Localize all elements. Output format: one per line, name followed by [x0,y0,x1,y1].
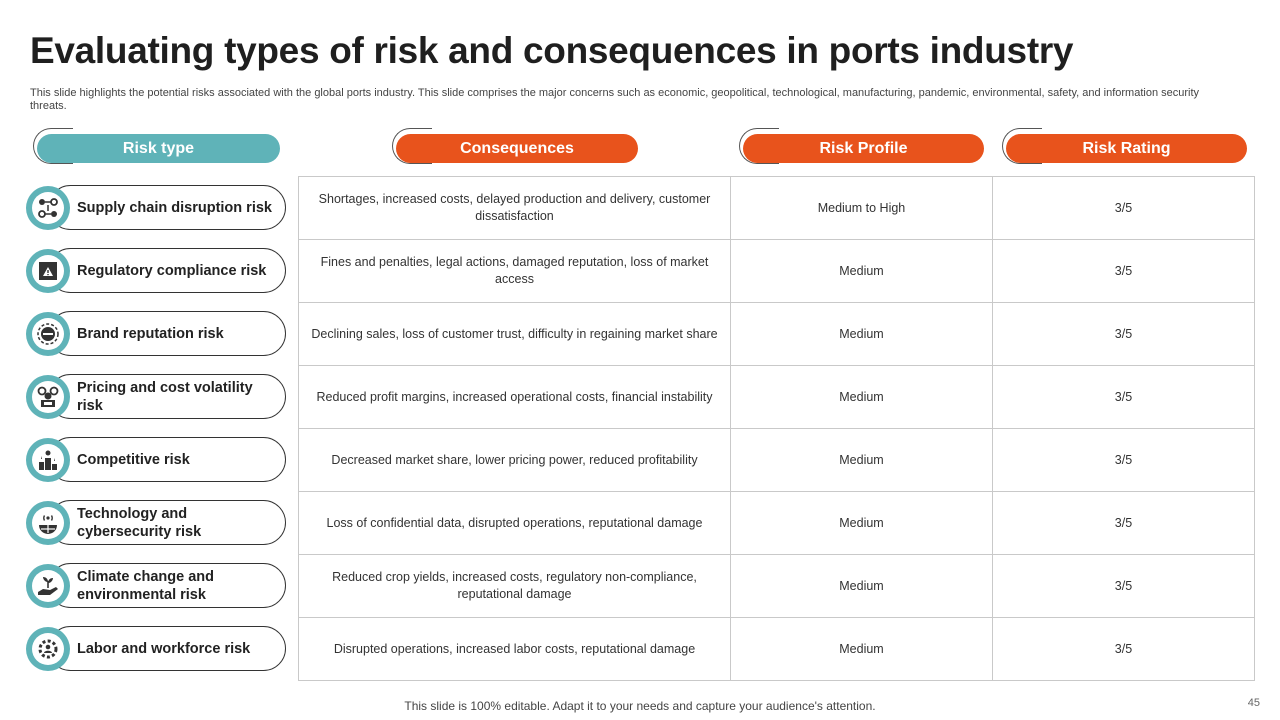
risk-rating-cell: 3/5 [1114,326,1133,341]
risk-rating-cell: 3/5 [1114,515,1133,530]
risk-item-label: Climate change and environmental risk [77,568,214,603]
page-number: 45 [1247,697,1260,709]
table-row [299,429,1254,492]
risk-item-label: Labor and workforce risk [77,640,251,657]
risk-item-brand [26,311,286,356]
header-risk-type-label: Risk type [37,134,280,163]
table-row [299,618,1254,681]
brand-badge-icon [36,322,60,346]
risk-rating-cell: 3/5 [1114,200,1133,215]
worker-gear-icon [36,637,60,661]
risk-item-labor [26,626,286,671]
header-risk-rating-label: Risk Rating [1006,134,1247,163]
consequences-cell: Declining sales, loss of customer trust, difficulty in regaining market share [299,303,731,365]
risk-item-label: Competitive risk [77,451,190,468]
consequences-cell: Disrupted operations, increased labor costs, reputational damage [299,618,731,681]
risk-item-pricing [26,374,286,419]
plant-hand-icon [36,574,60,598]
header-consequences [396,131,638,165]
table-row [299,303,1254,366]
risk-profile-cell: Medium [731,429,993,491]
table-row [299,177,1254,240]
header-consequences-label: Consequences [396,134,638,163]
risk-item-label: Regulatory compliance risk [77,262,267,279]
risk-profile-cell: Medium [731,555,993,617]
risk-item-competitive [26,437,286,482]
globe-signal-icon [36,511,60,535]
risk-rating-cell: 3/5 [1114,452,1133,467]
risk-item-label: Brand reputation risk [77,325,224,342]
risk-rating-cell: 3/5 [1114,263,1133,278]
podium-icon [36,448,60,472]
header-risk-rating [1006,131,1247,165]
warning-document-icon [36,259,60,283]
risk-item-label: Technology and cybersecurity risk [77,505,202,540]
risk-profile-cell: Medium [731,618,993,681]
consequences-cell: Reduced profit margins, increased operational costs, financial instability [299,366,731,428]
consequences-cell: Reduced crop yields, increased costs, regulatory non-compliance, reputational damage [299,555,731,617]
network-icon [36,196,60,220]
risk-profile-cell: Medium [731,303,993,365]
consequences-cell: Loss of confidential data, disrupted operations, reputational damage [299,492,731,554]
header-risk-profile [743,131,984,165]
slide-title: Evaluating types of risk and consequences in ports industry [30,30,1074,71]
risk-profile-cell: Medium [731,240,993,302]
risk-rating-cell: 3/5 [1114,578,1133,593]
table-row [299,366,1254,429]
risk-item-technology [26,500,286,545]
cost-gears-icon [36,385,60,409]
risk-item-supply-chain [26,185,286,230]
header-risk-profile-label: Risk Profile [743,134,984,163]
risk-profile-cell: Medium [731,366,993,428]
table-row [299,492,1254,555]
consequences-cell: Decreased market share, lower pricing power, reduced profitability [299,429,731,491]
risk-item-label: Pricing and cost volatility risk [77,379,253,414]
risk-profile-cell: Medium to High [731,177,993,239]
consequences-cell: Fines and penalties, legal actions, damaged reputation, loss of market access [299,240,731,302]
risk-item-regulatory [26,248,286,293]
header-risk-type [37,131,280,165]
consequences-cell: Shortages, increased costs, delayed production and delivery, customer dissatisfaction [299,177,731,239]
risk-table [298,176,1255,681]
slide-subtitle: This slide highlights the potential risks associated with the global ports industry. This slide comprises the major concerns such as economic, geopolitical, technological, manufacturing, pandemic, environmental, safety, and information security threats. [30,87,1200,112]
risk-profile-cell: Medium [731,492,993,554]
footer-note: This slide is 100% editable. Adapt it to your needs and capture your audience's attention. [404,699,876,713]
table-row [299,555,1254,618]
risk-rating-cell: 3/5 [1114,389,1133,404]
risk-item-climate [26,563,286,608]
risk-item-label: Supply chain disruption risk [77,199,272,216]
table-row [299,240,1254,303]
risk-rating-cell: 3/5 [1114,642,1133,656]
